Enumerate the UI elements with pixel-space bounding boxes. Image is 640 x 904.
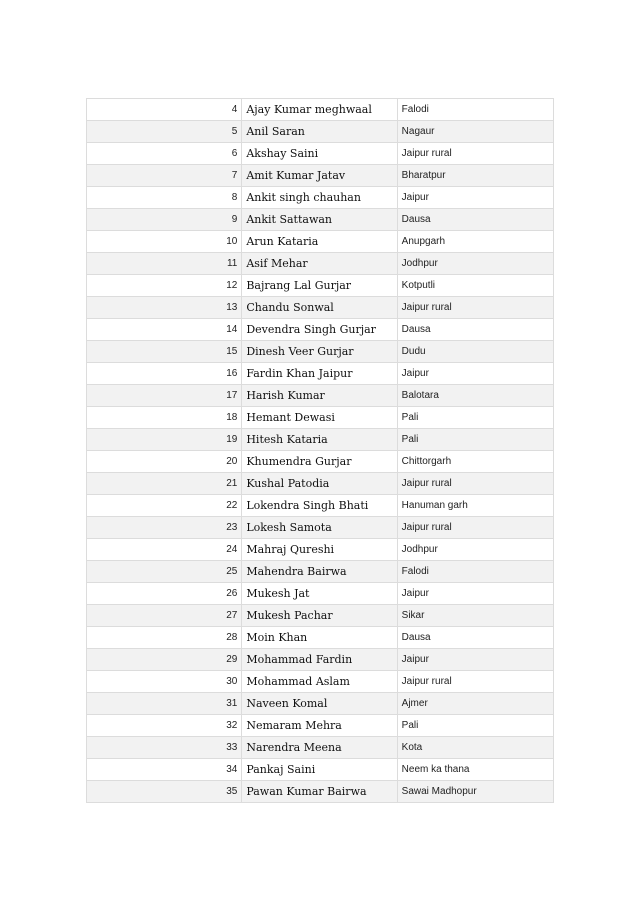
person-name: Pawan Kumar Bairwa <box>242 781 397 803</box>
district-name: Jodhpur <box>397 539 553 561</box>
table-row <box>87 165 554 187</box>
table-row <box>87 231 554 253</box>
table-row <box>87 539 554 561</box>
district-name: Jaipur rural <box>397 297 553 319</box>
district-name: Pali <box>397 407 553 429</box>
person-name: Anil Saran <box>242 121 397 143</box>
district-name: Sawai Madhopur <box>397 781 553 803</box>
district-name: Falodi <box>397 561 553 583</box>
person-name: Bajrang Lal Gurjar <box>242 275 397 297</box>
row-number: 20 <box>87 451 242 473</box>
person-name: Chandu Sonwal <box>242 297 397 319</box>
person-name: Khumendra Gurjar <box>242 451 397 473</box>
district-name: Kota <box>397 737 553 759</box>
table-row <box>87 121 554 143</box>
row-number: 6 <box>87 143 242 165</box>
district-name: Kotputli <box>397 275 553 297</box>
table-row <box>87 407 554 429</box>
row-number: 13 <box>87 297 242 319</box>
district-name: Jaipur rural <box>397 473 553 495</box>
district-name: Jaipur <box>397 649 553 671</box>
row-number: 21 <box>87 473 242 495</box>
person-name: Ajay Kumar meghwaal <box>242 99 397 121</box>
district-name: Jaipur rural <box>397 143 553 165</box>
row-number: 8 <box>87 187 242 209</box>
person-name: Lokesh Samota <box>242 517 397 539</box>
person-name: Narendra Meena <box>242 737 397 759</box>
person-name: Harish Kumar <box>242 385 397 407</box>
table-row <box>87 781 554 803</box>
table-row <box>87 737 554 759</box>
table-row <box>87 451 554 473</box>
roster-table-body <box>87 99 554 803</box>
person-name: Ankit Sattawan <box>242 209 397 231</box>
row-number: 25 <box>87 561 242 583</box>
person-name: Mukesh Jat <box>242 583 397 605</box>
person-name: Fardin Khan Jaipur <box>242 363 397 385</box>
table-row <box>87 429 554 451</box>
row-number: 22 <box>87 495 242 517</box>
person-name: Mohammad Fardin <box>242 649 397 671</box>
district-name: Jaipur <box>397 363 553 385</box>
person-name: Asif Mehar <box>242 253 397 275</box>
district-name: Jaipur <box>397 187 553 209</box>
person-name: Pankaj Saini <box>242 759 397 781</box>
table-row <box>87 99 554 121</box>
row-number: 27 <box>87 605 242 627</box>
table-row <box>87 693 554 715</box>
person-name: Mahendra Bairwa <box>242 561 397 583</box>
row-number: 16 <box>87 363 242 385</box>
person-name: Arun Kataria <box>242 231 397 253</box>
district-name: Jaipur rural <box>397 671 553 693</box>
district-name: Dudu <box>397 341 553 363</box>
person-name: Lokendra Singh Bhati <box>242 495 397 517</box>
table-row <box>87 297 554 319</box>
table-row <box>87 253 554 275</box>
district-name: Pali <box>397 429 553 451</box>
row-number: 14 <box>87 319 242 341</box>
district-name: Hanuman garh <box>397 495 553 517</box>
table-row <box>87 517 554 539</box>
row-number: 31 <box>87 693 242 715</box>
row-number: 23 <box>87 517 242 539</box>
table-row <box>87 363 554 385</box>
person-name: Hitesh Kataria <box>242 429 397 451</box>
table-row <box>87 319 554 341</box>
table-row <box>87 627 554 649</box>
person-name: Kushal Patodia <box>242 473 397 495</box>
district-name: Jaipur rural <box>397 517 553 539</box>
row-number: 11 <box>87 253 242 275</box>
district-name: Chittorgarh <box>397 451 553 473</box>
district-name: Dausa <box>397 627 553 649</box>
table-row <box>87 473 554 495</box>
row-number: 26 <box>87 583 242 605</box>
person-name: Moin Khan <box>242 627 397 649</box>
person-name: Akshay Saini <box>242 143 397 165</box>
table-row <box>87 759 554 781</box>
person-name: Mukesh Pachar <box>242 605 397 627</box>
row-number: 5 <box>87 121 242 143</box>
row-number: 10 <box>87 231 242 253</box>
person-name: Mahraj Qureshi <box>242 539 397 561</box>
row-number: 12 <box>87 275 242 297</box>
district-name: Nagaur <box>397 121 553 143</box>
person-name: Naveen Komal <box>242 693 397 715</box>
row-number: 4 <box>87 99 242 121</box>
row-number: 15 <box>87 341 242 363</box>
table-row <box>87 341 554 363</box>
table-row <box>87 187 554 209</box>
table-row <box>87 605 554 627</box>
row-number: 18 <box>87 407 242 429</box>
district-name: Sikar <box>397 605 553 627</box>
person-name: Hemant Dewasi <box>242 407 397 429</box>
table-row <box>87 143 554 165</box>
row-number: 24 <box>87 539 242 561</box>
district-name: Falodi <box>397 99 553 121</box>
table-row <box>87 209 554 231</box>
person-name: Amit Kumar Jatav <box>242 165 397 187</box>
table-row <box>87 275 554 297</box>
district-name: Jodhpur <box>397 253 553 275</box>
table-row <box>87 583 554 605</box>
table-row <box>87 649 554 671</box>
row-number: 29 <box>87 649 242 671</box>
table-row <box>87 561 554 583</box>
district-name: Dausa <box>397 319 553 341</box>
district-name: Jaipur <box>397 583 553 605</box>
row-number: 32 <box>87 715 242 737</box>
person-name: Devendra Singh Gurjar <box>242 319 397 341</box>
roster-table <box>86 98 554 803</box>
district-name: Dausa <box>397 209 553 231</box>
row-number: 17 <box>87 385 242 407</box>
person-name: Mohammad Aslam <box>242 671 397 693</box>
district-name: Ajmer <box>397 693 553 715</box>
district-name: Balotara <box>397 385 553 407</box>
district-name: Anupgarh <box>397 231 553 253</box>
table-row <box>87 671 554 693</box>
row-number: 9 <box>87 209 242 231</box>
district-name: Bharatpur <box>397 165 553 187</box>
table-row <box>87 715 554 737</box>
table-row <box>87 495 554 517</box>
district-name: Pali <box>397 715 553 737</box>
row-number: 35 <box>87 781 242 803</box>
table-row <box>87 385 554 407</box>
row-number: 7 <box>87 165 242 187</box>
row-number: 19 <box>87 429 242 451</box>
row-number: 30 <box>87 671 242 693</box>
person-name: Dinesh Veer Gurjar <box>242 341 397 363</box>
row-number: 34 <box>87 759 242 781</box>
row-number: 33 <box>87 737 242 759</box>
person-name: Nemaram Mehra <box>242 715 397 737</box>
row-number: 28 <box>87 627 242 649</box>
person-name: Ankit singh chauhan <box>242 187 397 209</box>
district-name: Neem ka thana <box>397 759 553 781</box>
